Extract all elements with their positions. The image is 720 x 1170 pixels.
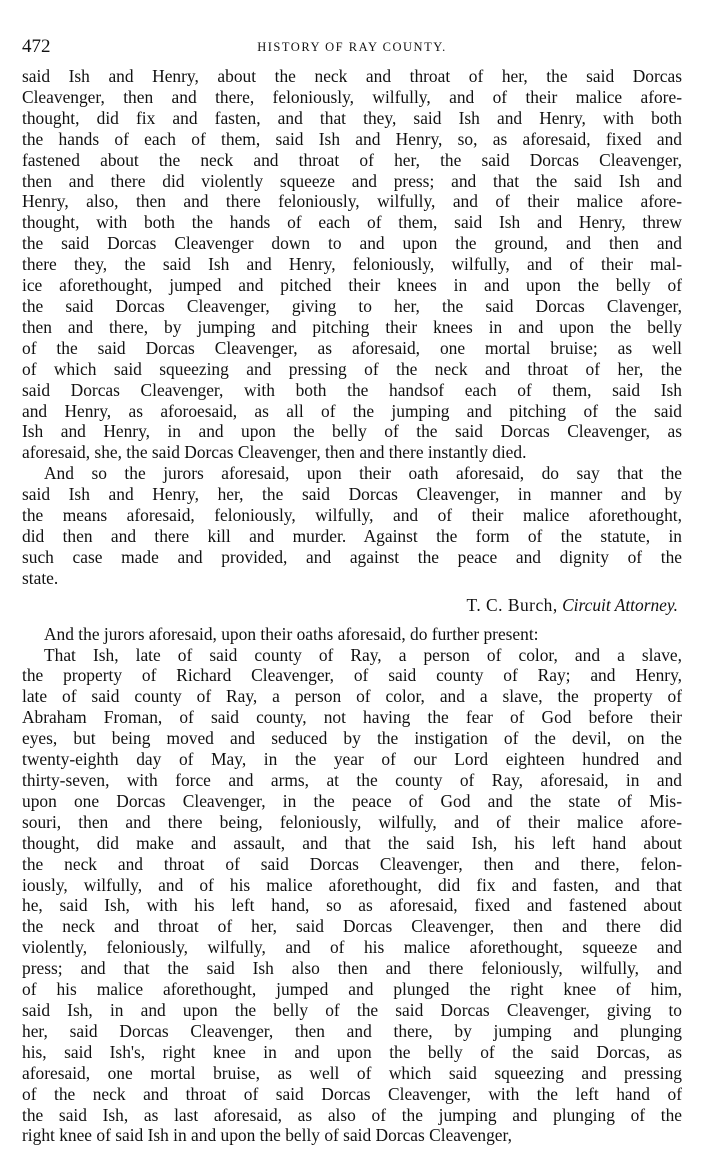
text-line: her, said Dorcas Cleavenger, then and there, by jumping and plunging bbox=[22, 1020, 682, 1041]
text-line: the means aforesaid, feloniously, wilfully, and of their malice aforethought, bbox=[22, 505, 682, 526]
text-line: said Ish and Henry, her, the said Dorcas Cleavenger, in manner and by bbox=[22, 484, 682, 505]
running-head bbox=[22, 36, 682, 60]
attorney-name: T. C. Burch, bbox=[466, 594, 558, 615]
text-line: of the neck and throat of said Dorcas Cleavenger, with the left hand of bbox=[22, 1083, 682, 1104]
text-line: then and there did violently squeeze and press; and that the said Ish and bbox=[22, 170, 682, 191]
paragraph-second-count bbox=[22, 645, 682, 1147]
paragraph-further-present bbox=[22, 624, 682, 645]
text-line: right knee of said Ish in and upon the belly of said Dorcas Cleavenger, bbox=[22, 1125, 512, 1146]
running-title: HISTORY OF RAY COUNTY. bbox=[257, 40, 447, 54]
text-line: late of said county of Ray, a person of color, and a slave, the property of bbox=[22, 686, 682, 707]
text-line: That Ish, late of said county of Ray, a person of color, and a slave, bbox=[44, 644, 682, 665]
text-line: the neck and throat of said Dorcas Cleavenger, then and there, felon- bbox=[22, 853, 682, 874]
text-line: he, said Ish, with his left hand, so as aforesaid, fixed and fastened about bbox=[22, 895, 682, 916]
text-line: thirty-seven, with force and arms, at the county of Ray, aforesaid, in and bbox=[22, 770, 682, 790]
paragraph-jurors-verdict bbox=[22, 463, 682, 588]
text-line: iously, wilfully, and of his malice aforethought, did fix and fasten, and that bbox=[22, 874, 682, 895]
signature-block bbox=[22, 595, 682, 616]
text-line: eyes, but being moved and seduced by the instigation of the devil, on the bbox=[22, 728, 682, 749]
text-line: the said Dorcas Cleavenger, giving to her, the said Dorcas Clavenger, bbox=[22, 295, 682, 316]
text-line: fastened about the neck and throat of her, the said Dorcas Cleavenger, bbox=[22, 149, 682, 170]
text-line: said Ish, in and upon the belly of the said Dorcas Cleavenger, giving to bbox=[22, 999, 682, 1020]
text-line: state. bbox=[22, 567, 59, 588]
text-line: of his malice aforethought, jumped and plunged the right knee of him, bbox=[22, 979, 682, 1000]
text-line: twenty-eighth day of May, in the year of our Lord eighteen hundred and bbox=[22, 749, 682, 770]
text-line: Abraham Froman, of said county, not having the fear of God before their bbox=[22, 707, 682, 728]
text-line: did then and there kill and murder. Against the form of the statute, in bbox=[22, 525, 682, 546]
text-line: thought, did fix and fasten, and that they, said Ish and Henry, with both bbox=[22, 107, 682, 128]
text-line: said Ish and Henry, about the neck and throat of her, the said Dorcas bbox=[22, 66, 682, 86]
book-page bbox=[22, 36, 682, 1146]
text-line: the neck and throat of her, said Dorcas Cleavenger, then and there did bbox=[22, 916, 682, 937]
text-line: his, said Ish's, right knee in and upon the belly of the said Dorcas, as bbox=[22, 1041, 682, 1062]
text-line: press; and that the said Ish also then and there feloniously, wilfully, and bbox=[22, 958, 682, 979]
text-line: upon one Dorcas Cleavenger, in the peace of God and the state of Mis- bbox=[22, 790, 682, 811]
text-line: And the jurors aforesaid, upon their oaths aforesaid, do further present: bbox=[44, 623, 539, 644]
text-line: ice aforethought, jumped and pitched their knees in and upon the belly of bbox=[22, 275, 682, 296]
text-line: said Dorcas Cleavenger, with both the handsof each of them, said Ish bbox=[22, 379, 682, 400]
text-line: Cleavenger, then and there, feloniously, wilfully, and of their malice afore- bbox=[22, 86, 682, 107]
text-line: Ish and Henry, in and upon the belly of the said Dorcas Cleavenger, as bbox=[22, 421, 682, 442]
text-line: such case made and provided, and against the peace and dignity of the bbox=[22, 546, 682, 567]
text-line: Henry, also, then and there feloniously, wilfully, and of their malice afore- bbox=[22, 191, 682, 212]
text-line: the said Ish, as last aforesaid, as also of the jumping and plunging of the bbox=[22, 1104, 682, 1125]
text-line: of the said Dorcas Cleavenger, as aforesaid, one mortal bruise; as well bbox=[22, 337, 682, 358]
text-line: there they, the said Ish and Henry, feloniously, wilfully, and of their mal- bbox=[22, 254, 682, 275]
text-line: the hands of each of them, said Ish and Henry, so, as aforesaid, fixed and bbox=[22, 128, 682, 149]
paragraph-indictment-continued bbox=[22, 66, 682, 463]
text-line: and Henry, as aforoesaid, as all of the jumping and pitching of the said bbox=[22, 400, 682, 421]
text-line: of which said squeezing and pressing of the neck and throat of her, the bbox=[22, 358, 682, 379]
text-line: violently, feloniously, wilfully, and of his malice aforethought, squeeze and bbox=[22, 937, 682, 958]
text-line: aforesaid, one mortal bruise, as well of which said squeezing and pressing bbox=[22, 1062, 682, 1083]
text-line: And so the jurors aforesaid, upon their oath aforesaid, do say that the bbox=[44, 463, 682, 484]
page-number: 472 bbox=[22, 36, 51, 57]
text-line: the property of Richard Cleavenger, of said county of Ray; and Henry, bbox=[22, 665, 682, 686]
text-line: thought, did make and assault, and that the said Ish, his left hand about bbox=[22, 832, 682, 853]
text-line: aforesaid, she, the said Dorcas Cleavenger, then and there instantly died. bbox=[22, 442, 527, 463]
text-line: the said Dorcas Cleavenger down to and upon the ground, and then and bbox=[22, 233, 682, 254]
text-line: souri, then and there being, feloniously, wilfully, and of their malice afore- bbox=[22, 811, 682, 832]
text-line: thought, with both the hands of each of them, said Ish and Henry, threw bbox=[22, 212, 682, 233]
attorney-title: Circuit Attorney. bbox=[562, 594, 678, 615]
text-line: then and there, by jumping and pitching their knees in and upon the belly bbox=[22, 316, 682, 337]
